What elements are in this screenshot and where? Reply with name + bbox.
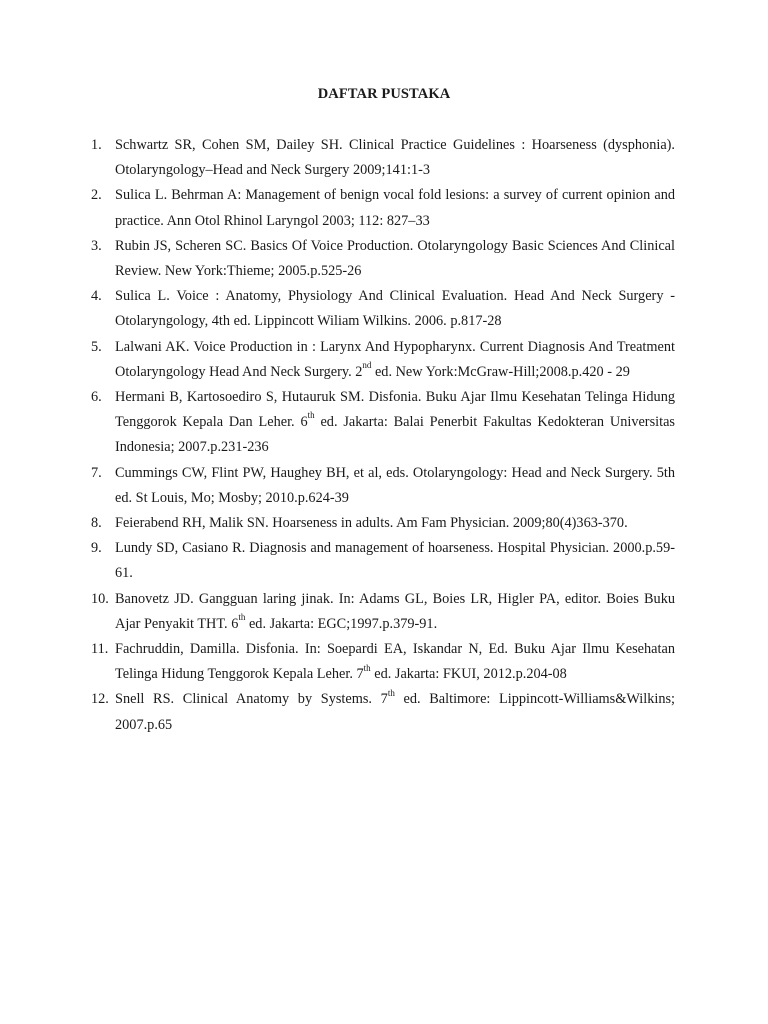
reference-number: 8. (91, 515, 102, 532)
reference-item (91, 587, 675, 637)
reference-text (115, 339, 675, 380)
reference-text-segment: Fachruddin, Damilla. Disfonia. In: Soepardi EA, Iskandar N, Ed. Buku Ajar Ilmu Kesehatan Telinga Hidung Tenggorok Kepala Leher. 7 (115, 641, 675, 683)
reference-text-segment: Sulica L. Voice : Anatomy, Physiology And Clinical Evaluation. Head And Neck Surgery - Otolaryngology, 4th ed. Lippincott Wiliam Wilkins. 2006. p.817-28 (115, 288, 675, 330)
ordinal-superscript: th (307, 410, 315, 421)
reference-number: 6. (91, 389, 102, 406)
reference-text-segment: Feierabend RH, Malik SN. Hoarseness in adults. Am Fam Physician. 2009;80(4)363-370. (115, 515, 628, 532)
reference-item (91, 133, 675, 183)
reference-text (115, 187, 675, 228)
reference-number: 11. (91, 641, 109, 658)
ordinal-superscript: th (387, 687, 395, 698)
reference-text-segment: Banovetz JD. Gangguan laring jinak. In: Adams GL, Boies LR, Higler PA, editor. Boies Buku Ajar Penyakit THT. 6 (115, 590, 675, 632)
reference-text (115, 389, 675, 455)
reference-item (91, 284, 675, 334)
reference-text (115, 591, 675, 632)
ordinal-superscript: nd (362, 360, 372, 371)
reference-item (91, 687, 675, 737)
reference-item (91, 234, 675, 284)
reference-number: 4. (91, 288, 102, 305)
reference-list (91, 133, 675, 738)
reference-text (115, 238, 675, 279)
reference-number: 7. (91, 464, 102, 481)
reference-text-segment: Snell RS. Clinical Anatomy by Systems. 7 (115, 691, 388, 708)
reference-text (115, 515, 628, 531)
reference-text-segment: Lundy SD, Casiano R. Diagnosis and management of hoarseness. Hospital Physician. 2000.p.59-61. (115, 540, 675, 582)
reference-number: 1. (91, 137, 102, 153)
reference-text-segment: Lalwani AK. Voice Production in : Larynx And Hypopharynx. Current Diagnosis And Treatment Otolaryngology Head And Neck Surgery. 2 (115, 338, 675, 380)
reference-item (91, 385, 675, 461)
reference-text (115, 137, 675, 178)
reference-text-segment: ed. New York:McGraw-Hill;2008.p.420 - 29 (371, 363, 630, 380)
ordinal-superscript: th (363, 662, 371, 673)
reference-text-segment: ed. Baltimore: Lippincott-Williams&Wilkins; 2007.p.65 (115, 691, 676, 733)
reference-text-segment: ed. Jakarta: FKUI, 2012.p.204-08 (370, 666, 567, 683)
page-title: DAFTAR PUSTAKA (317, 86, 451, 102)
reference-item (91, 536, 675, 586)
reference-number: 5. (91, 338, 102, 355)
reference-text (115, 687, 676, 733)
reference-text-segment: Cummings CW, Flint PW, Haughey BH, et al, eds. Otolaryngology: Head and Neck Surgery. 5th ed. St Louis, Mo; Mosby; 2010.p.624-39 (115, 464, 675, 506)
reference-number: 2. (91, 187, 102, 204)
ordinal-superscript: th (238, 612, 246, 623)
reference-text-segment: ed. Jakarta: Balai Penerbit Fakultas Kedokteran Universitas Indonesia; 2007.p.231-236 (115, 414, 675, 456)
reference-text-segment: ed. Jakarta: EGC;1997.p.379-91. (245, 615, 438, 632)
reference-number: 9. (91, 540, 102, 557)
reference-text-segment: Hermani B, Kartosoediro S, Hutauruk SM. Disfonia. Buku Ajar Ilmu Kesehatan Telinga Hidung Tenggorok Kepala Dan Leher. 6 (115, 389, 675, 431)
reference-text (115, 540, 675, 581)
reference-text (115, 288, 675, 329)
reference-item (91, 637, 675, 687)
reference-item (91, 461, 675, 511)
reference-item (91, 511, 675, 536)
reference-text-segment: Schwartz SR, Cohen SM, Dailey SH. Clinical Practice Guidelines : Hoarseness (dysphonia). Otolaryngology–Head and Neck Surgery 2009;141:1-3 (115, 137, 675, 179)
reference-text (115, 641, 675, 682)
reference-item (91, 335, 675, 385)
reference-number: 10. (91, 590, 109, 607)
reference-number: 12. (91, 691, 109, 708)
reference-text-segment: Sulica L. Behrman A: Management of benign vocal fold lesions: a survey of current opinion and practice. Ann Otol Rhinol Laryngol 2003; 112: 827–33 (115, 187, 675, 229)
reference-item (91, 183, 675, 233)
reference-number: 3. (91, 237, 102, 254)
reference-text (115, 465, 675, 506)
reference-text-segment: Rubin JS, Scheren SC. Basics Of Voice Production. Otolaryngology Basic Sciences And Clinical Review. New York:Thieme; 2005.p.525-26 (115, 237, 675, 280)
